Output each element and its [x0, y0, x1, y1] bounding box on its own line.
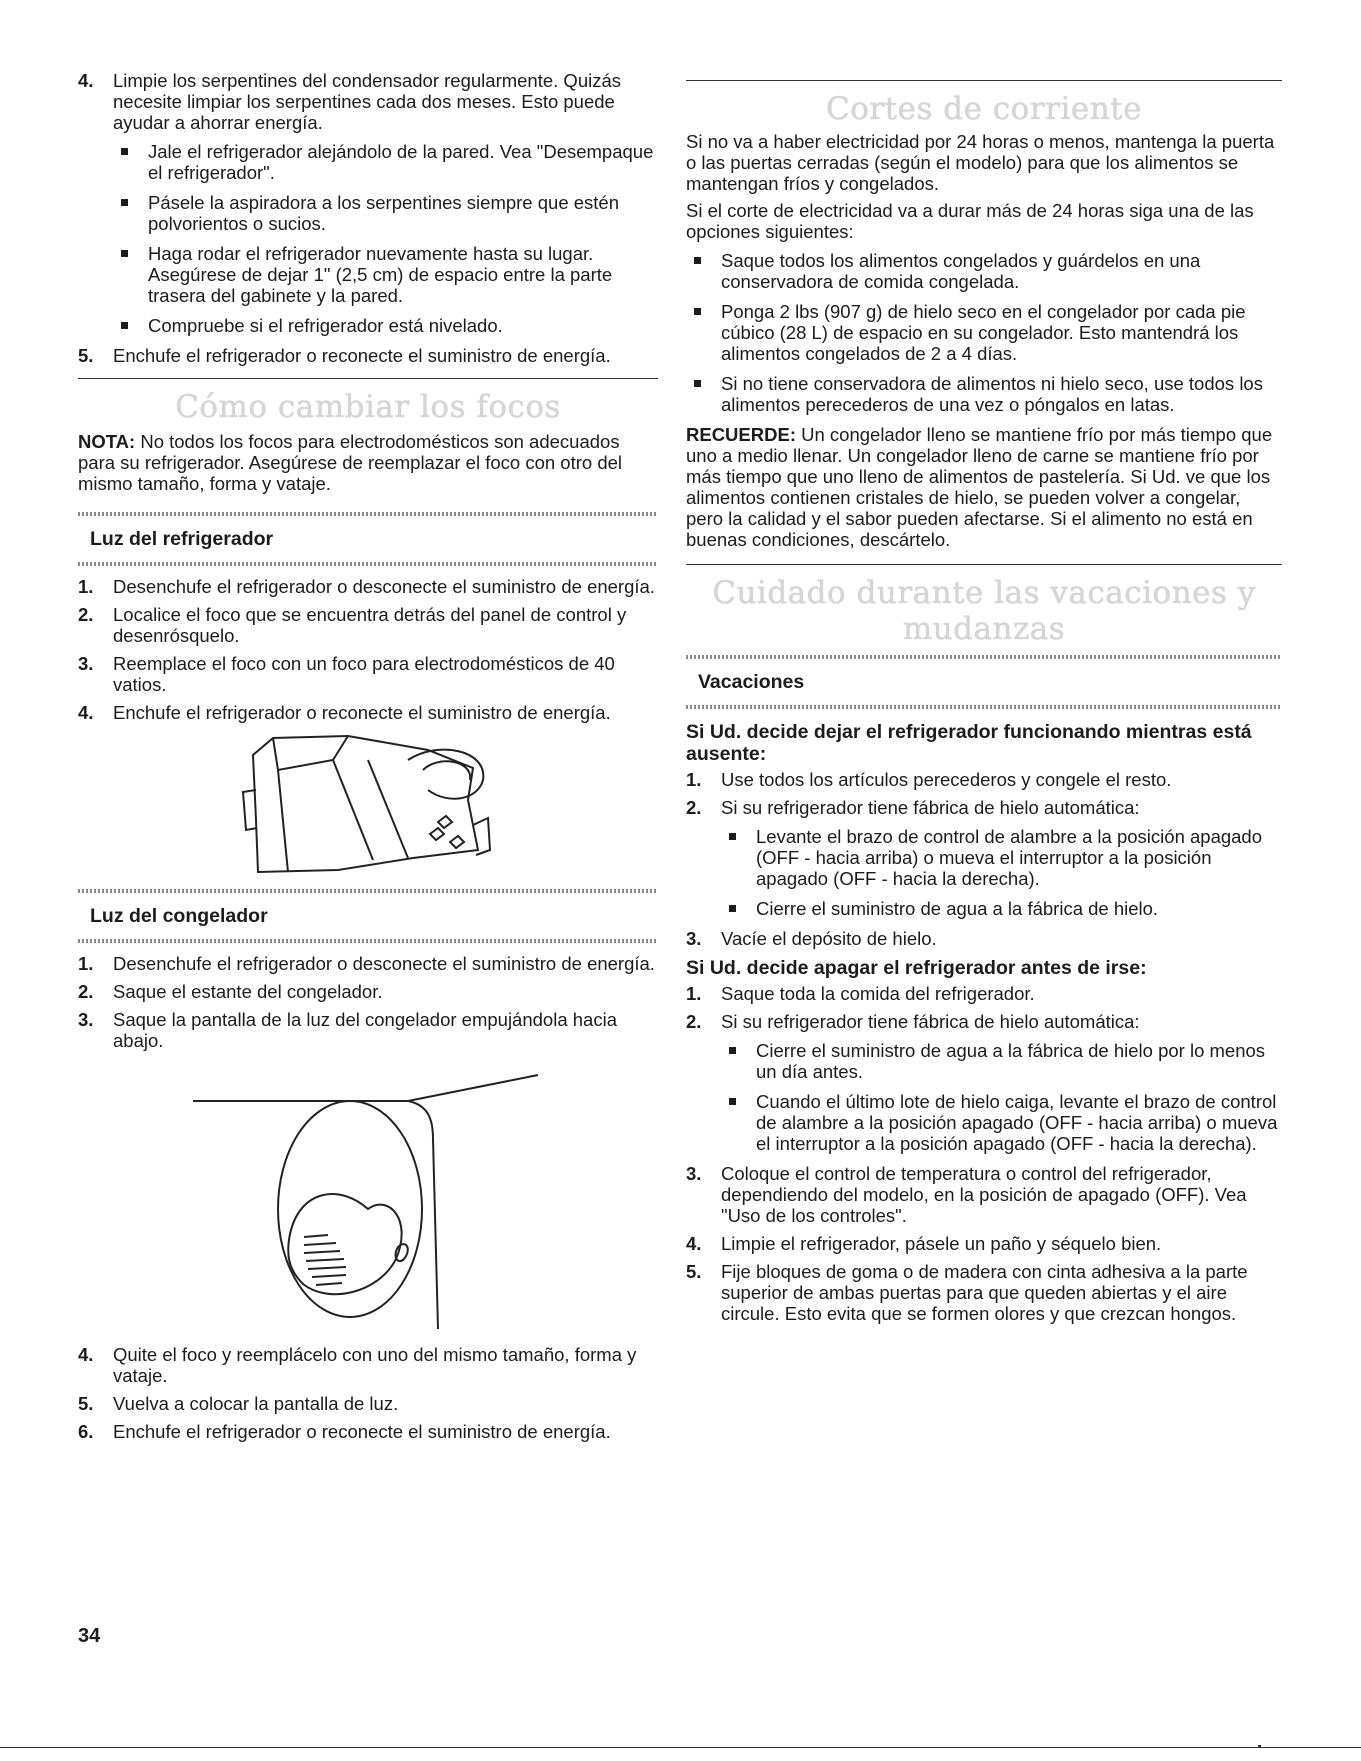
step-number: 5.: [686, 1261, 702, 1282]
step-text: Desenchufe el refrigerador o desconecte el suministro de energía.: [113, 576, 655, 597]
condenser-bullets: [113, 141, 658, 336]
step-text: Use todos los artículos perecederos y congele el resto.: [721, 769, 1172, 790]
step-number: 2.: [78, 981, 94, 1002]
section-divider: [686, 564, 1282, 565]
list-item: Haga rodar el refrigerador nuevamente hasta su lugar. Asegúrese de dejar 1" (2,5 cm) de espacio entre la parte trasera del gabinete y la pared.: [113, 243, 658, 306]
power-outage-paragraph-2: Si el corte de electricidad va a durar más de 24 horas siga una de las opciones siguientes:: [686, 200, 1254, 242]
step-text: Coloque el control de temperatura o control del refrigerador, dependiendo del modelo, en la posición de apagado (OFF). Vea "Uso de los controles".: [721, 1163, 1247, 1226]
list-item: [686, 797, 1282, 919]
turn-off-steps: [686, 983, 1282, 1324]
list-item: [78, 702, 658, 723]
step-text: Vacíe el depósito de hielo.: [721, 928, 937, 949]
list-item: [686, 769, 1282, 790]
step-text: Fije bloques de goma o de madera con cinta adhesiva a la parte superior de ambas puertas para que queden abiertas y el aire circule. Esto evita que se formen olores y que crezcan hongos.: [721, 1261, 1248, 1324]
step-number: 3.: [686, 928, 702, 949]
recuerde-text: Un congelador lleno se mantiene frío por más tiempo que uno a medio llenar. Un congelador lleno de carne se mantiene frío por más tiempo que uno lleno de alimentos de pastelería. Si Ud. ve que los alimentos contienen cristales de hielo, se pueden volver a congelar, pero la calidad y el sabor pueden afectarse. Si el alimento no está en buenas condiciones, descártelo.: [686, 424, 1273, 550]
step-text: Saque el estante del congelador.: [113, 981, 383, 1002]
step-text: Enchufe el refrigerador o reconecte el suministro de energía.: [113, 702, 611, 723]
dotted-rule: [686, 655, 1282, 659]
right-column: [686, 70, 1282, 1331]
step-text: Desenchufe el refrigerador o desconecte el suministro de energía.: [113, 953, 655, 974]
section-title-vacaciones-line1: Cuidado durante las vacaciones y: [712, 575, 1256, 611]
list-item: Si no tiene conservadora de alimentos ni hielo seco, use todos los alimentos perecederos de una vez o póngalos en latas.: [686, 373, 1282, 415]
step-number: 2.: [686, 797, 702, 818]
list-item: Compruebe si el refrigerador está nivelado.: [113, 315, 658, 336]
heading-leave-running: Si Ud. decide dejar el refrigerador funcionando mientras está ausente:: [686, 721, 1252, 765]
note-label: NOTA:: [78, 431, 136, 452]
list-item: [686, 1233, 1282, 1254]
left-column: [78, 70, 658, 1449]
step-number: 1.: [78, 953, 94, 974]
step-number: 3.: [686, 1163, 702, 1184]
control-panel-bulb-illustration: [78, 730, 658, 875]
list-item: [78, 653, 658, 695]
dotted-rule: [78, 889, 658, 893]
step-number: 4.: [686, 1233, 702, 1254]
list-item: [78, 981, 658, 1002]
step-number: 1.: [78, 576, 94, 597]
step-text: Limpie el refrigerador, pásele un paño y séquelo bien.: [721, 1233, 1162, 1254]
step-number: 2.: [686, 1011, 702, 1032]
step-text: Si su refrigerador tiene fábrica de hielo automática:: [721, 797, 1140, 818]
section-title-focos: Cómo cambiar los focos: [175, 389, 561, 425]
subheading-refrigerator-light: Luz del refrigerador: [90, 528, 274, 550]
list-item: Levante el brazo de control de alambre a la posición apagado (OFF - hacia arriba) o mueva el interruptor a la posición apagado (OFF - hacia la derecha).: [721, 826, 1282, 889]
step-number: 4.: [78, 70, 94, 91]
list-item: [78, 953, 658, 974]
list-item: Pásele la aspiradora a los serpentines siempre que estén polvorientos o sucios.: [113, 192, 658, 234]
list-item: [686, 1163, 1282, 1226]
step-number: 1.: [686, 769, 702, 790]
list-item: [78, 1344, 658, 1386]
list-item: Cierre el suministro de agua a la fábrica de hielo.: [721, 898, 1282, 919]
list-item: [78, 1009, 658, 1051]
step-number: 3.: [78, 653, 94, 674]
step-text: Reemplace el foco con un foco para electrodomésticos de 40 vatios.: [113, 653, 615, 695]
subheading-vacaciones: Vacaciones: [698, 671, 805, 693]
leave-running-steps: [686, 769, 1282, 949]
list-item: Cuando el último lote de hielo caiga, levante el brazo de control de alambre a la posición apagado (OFF - hacia arriba) o mueva el interruptor a la posición apagado (OFF - hacia la derecha).: [721, 1091, 1282, 1154]
list-item: Ponga 2 lbs (907 g) de hielo seco en el congelador por cada pie cúbico (28 L) de espacio en su congelador. Esto mantendrá los alimentos congelados de 2 a 4 días.: [686, 301, 1282, 364]
dotted-rule: [78, 512, 658, 516]
step-text: Enchufe el refrigerador o reconecte el suministro de energía.: [113, 345, 611, 366]
recuerde-label: RECUERDE:: [686, 424, 796, 445]
step-number: 6.: [78, 1421, 94, 1442]
step-text: Limpie los serpentines del condensador regularmente. Quizás necesite limpiar los serpentines cada dos meses. Esto puede ayudar a ahorrar energía.: [113, 70, 622, 133]
note-paragraph: [78, 431, 658, 494]
turn-off-bullets: [721, 1040, 1282, 1154]
step-text: Localice el foco que se encuentra detrás del panel de control y desenrósquelo.: [113, 604, 627, 646]
section-title-cortes: Cortes de corriente: [825, 91, 1142, 127]
list-item: Saque todos los alimentos congelados y guárdelos en una conservadora de comida congelada.: [686, 250, 1282, 292]
bottom-rule: [0, 1747, 1361, 1748]
dotted-rule: [686, 705, 1282, 709]
list-item: [686, 1261, 1282, 1324]
section-divider: [686, 80, 1282, 81]
step-number: 5.: [78, 345, 94, 366]
freezer-light-shield-illustration: [78, 1069, 658, 1334]
subheading-freezer-light: Luz del congelador: [90, 905, 268, 927]
step-text: Vuelva a colocar la pantalla de luz.: [113, 1393, 399, 1414]
step-text: Saque la pantalla de la luz del congelador empujándola hacia abajo.: [113, 1009, 617, 1051]
heading-turn-off: Si Ud. decide apagar el refrigerador antes de irse:: [686, 957, 1147, 979]
recuerde-paragraph: [686, 424, 1282, 550]
section-title-vacaciones-line2: mudanzas: [902, 611, 1066, 647]
list-item: [78, 576, 658, 597]
list-item: [686, 1011, 1282, 1154]
dotted-rule: [78, 562, 658, 566]
refrigerator-light-illustration: [78, 730, 658, 875]
step-text: Saque toda la comida del refrigerador.: [721, 983, 1035, 1004]
leave-running-bullets: [721, 826, 1282, 919]
list-item: [78, 70, 658, 336]
list-item: [78, 345, 658, 366]
power-outage-paragraph: Si no va a haber electricidad por 24 horas o menos, mantenga la puerta o las puertas cerradas (según el modelo) para que los alimentos se mantengan fríos y congelados.: [686, 131, 1275, 194]
step-number: 1.: [686, 983, 702, 1004]
step-text: Si su refrigerador tiene fábrica de hielo automática:: [721, 1011, 1140, 1032]
list-item: [686, 983, 1282, 1004]
freezer-light-steps: [78, 953, 658, 1051]
power-outage-bullets: [651, 250, 1282, 415]
list-item: [78, 1393, 658, 1414]
list-item: Cierre el suministro de agua a la fábrica de hielo por lo menos un día antes.: [721, 1040, 1282, 1082]
bottom-mark: [1258, 1745, 1261, 1748]
note-text: No todos los focos para electrodomésticos son adecuados para su refrigerador. Asegúrese de reemplazar el foco con otro del mismo tamaño, forma y vataje.: [78, 431, 623, 494]
step-number: 2.: [78, 604, 94, 625]
step-number: 4.: [78, 1344, 94, 1365]
page-number: 34: [78, 1625, 101, 1647]
freezer-light-steps-continued: [78, 1344, 658, 1442]
freezer-light-illustration: [78, 1069, 658, 1334]
section-divider: [78, 378, 658, 379]
list-item: Jale el refrigerador alejándolo de la pared. Vea "Desempaque el refrigerador".: [113, 141, 658, 183]
refrigerator-light-steps: [78, 576, 658, 723]
condenser-steps: [78, 70, 658, 366]
step-number: 3.: [78, 1009, 94, 1030]
step-number: 5.: [78, 1393, 94, 1414]
dotted-rule: [78, 939, 658, 943]
list-item: [78, 604, 658, 646]
step-number: 4.: [78, 702, 94, 723]
list-item: [686, 928, 1282, 949]
step-text: Quite el foco y reemplácelo con uno del mismo tamaño, forma y vataje.: [113, 1344, 637, 1386]
step-text: Enchufe el refrigerador o reconecte el suministro de energía.: [113, 1421, 611, 1442]
list-item: [78, 1421, 658, 1442]
